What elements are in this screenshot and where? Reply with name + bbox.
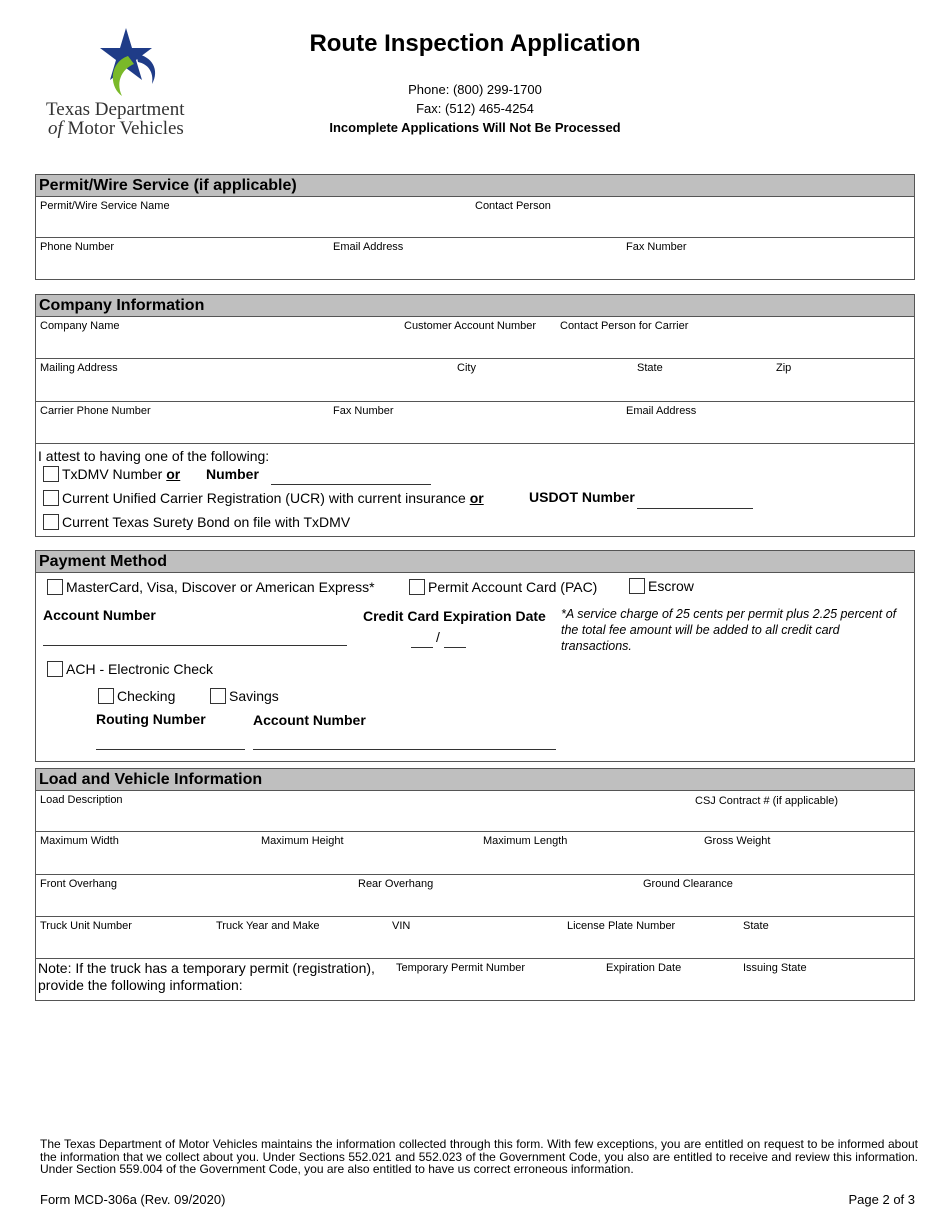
- max-height-label: Maximum Height: [261, 835, 344, 847]
- company-fax-label: Fax Number: [333, 405, 394, 417]
- card-option[interactable]: [47, 579, 375, 595]
- number-label: Number: [206, 466, 259, 482]
- load-row-1[interactable]: [36, 791, 914, 832]
- txdmv-option[interactable]: [43, 466, 180, 482]
- ach-checkbox[interactable]: [47, 661, 63, 677]
- logo-line-1: Texas Department: [46, 99, 185, 120]
- page-title: Route Inspection Application: [309, 30, 641, 57]
- escrow-checkbox[interactable]: [629, 578, 645, 594]
- gross-weight-label: Gross Weight: [704, 835, 771, 847]
- front-overhang-label: Front Overhang: [40, 878, 118, 890]
- rear-overhang-label: Rear Overhang: [358, 878, 434, 890]
- attest-label: I attest to having one of the following:: [38, 448, 270, 464]
- vin-label: VIN: [392, 920, 411, 932]
- payment-heading: Payment Method: [36, 551, 914, 573]
- txdmv-label: TxDMV Number: [62, 466, 163, 482]
- exp-year-line[interactable]: [444, 647, 466, 648]
- escrow-label: Escrow: [648, 578, 694, 594]
- company-name-label: Company Name: [40, 320, 120, 332]
- company-heading: Company Information: [36, 295, 914, 317]
- checking-checkbox[interactable]: [98, 688, 114, 704]
- txdmv-checkbox[interactable]: [43, 466, 59, 482]
- max-length-label: Maximum Length: [483, 835, 568, 847]
- escrow-option[interactable]: [629, 578, 694, 594]
- truck-unit-label: Truck Unit Number: [40, 920, 132, 932]
- ucr-checkbox[interactable]: [43, 490, 59, 506]
- permit-heading: Permit/Wire Service (if applicable): [36, 175, 914, 197]
- mailing-label: Mailing Address: [40, 362, 118, 374]
- phone-text: Phone: (800) 299-1700: [408, 82, 542, 97]
- plate-label: License Plate Number: [567, 920, 676, 932]
- account-number-line[interactable]: [43, 645, 347, 646]
- surety-label: Current Texas Surety Bond on file with TxDMV: [62, 514, 351, 530]
- ucr-label: Current Unified Carrier Registration (UCR) with current insurance: [62, 490, 466, 506]
- permit-row-2[interactable]: [36, 238, 914, 279]
- city-label: City: [457, 362, 476, 374]
- max-width-label: Maximum Width: [40, 835, 119, 847]
- txdmv-or: or: [166, 466, 181, 482]
- contact-carrier-label: Contact Person for Carrier: [560, 320, 689, 332]
- exp-slash: /: [436, 629, 440, 645]
- load-section: [35, 768, 915, 1001]
- ucr-or: or: [469, 490, 484, 506]
- card-checkbox[interactable]: [47, 579, 63, 595]
- customer-account-label: Customer Account Number: [404, 320, 537, 332]
- card-label: MasterCard, Visa, Discover or American Express*: [66, 579, 375, 595]
- zip-label: Zip: [776, 362, 792, 374]
- page-number: Page 2 of 3: [848, 1192, 915, 1207]
- permit-row-1[interactable]: [36, 197, 914, 238]
- load-row-4[interactable]: [36, 917, 914, 959]
- contact-person-label: Contact Person: [475, 200, 551, 212]
- company-row-1[interactable]: [36, 317, 914, 359]
- surety-option[interactable]: [43, 514, 350, 530]
- form-id: Form MCD-306a (Rev. 09/2020): [40, 1192, 226, 1207]
- company-row-3[interactable]: [36, 402, 914, 444]
- fax-label: Fax Number: [626, 241, 687, 253]
- service-name-label: Permit/Wire Service Name: [40, 200, 170, 212]
- temp-permit-note: Note: If the truck has a temporary permit (registration), provide the following information:: [38, 960, 375, 993]
- payment-body: [36, 573, 914, 761]
- ground-clearance-label: Ground Clearance: [643, 878, 733, 890]
- logo-line-2-italic: of: [48, 118, 63, 139]
- payment-section: [35, 550, 915, 762]
- carrier-phone-label: Carrier Phone Number: [40, 405, 151, 417]
- service-charge-note: *A service charge of 25 cents per permit plus 2.25 percent of the total fee amount will be added to all credit card transactions.: [561, 607, 897, 653]
- pac-option[interactable]: [409, 579, 597, 595]
- savings-option[interactable]: [210, 688, 279, 704]
- temp-permit-label: Temporary Permit Number: [396, 962, 525, 974]
- checking-label: Checking: [117, 688, 176, 704]
- savings-checkbox[interactable]: [210, 688, 226, 704]
- phone-label: Phone Number: [40, 241, 114, 253]
- state-label: State: [637, 362, 663, 374]
- expiration-label: Credit Card Expiration Date: [363, 608, 546, 624]
- pac-label: Permit Account Card (PAC): [428, 579, 598, 595]
- ach-account-label: Account Number: [253, 712, 366, 728]
- privacy-notice: The Texas Department of Motor Vehicles maintains the information collected through this form. With few exceptions, you are entitled on request to be informed about the information that we collect about you. Under Sections 552.021 and 552.023 of the Government Code, you also are entitled to receive and review this information. Under Section 559.004 of the Government Code, you are also entitled to have us correct erroneous information.: [40, 1137, 918, 1176]
- issuing-state-label: Issuing State: [743, 962, 807, 974]
- load-heading: Load and Vehicle Information: [36, 769, 914, 791]
- load-description-label: Load Description: [40, 794, 123, 806]
- ach-option[interactable]: [47, 661, 213, 677]
- attest-row: [36, 444, 914, 536]
- company-section: [35, 294, 915, 537]
- ach-account-line[interactable]: [253, 749, 556, 750]
- surety-checkbox[interactable]: [43, 514, 59, 530]
- usdot-number-line[interactable]: [637, 508, 753, 509]
- ucr-option[interactable]: [43, 490, 484, 506]
- email-label: Email Address: [333, 241, 404, 253]
- txdmv-number-line[interactable]: [271, 484, 431, 485]
- load-row-2[interactable]: [36, 832, 914, 875]
- vehicle-state-label: State: [743, 920, 769, 932]
- company-email-label: Email Address: [626, 405, 697, 417]
- logo-line-2-text: Motor Vehicles: [67, 118, 184, 139]
- permit-section: [35, 174, 915, 280]
- savings-label: Savings: [229, 688, 279, 704]
- load-row-5[interactable]: [36, 959, 914, 1000]
- account-number-label: Account Number: [43, 607, 156, 623]
- pac-checkbox[interactable]: [409, 579, 425, 595]
- truck-year-label: Truck Year and Make: [216, 920, 320, 932]
- exp-month-line[interactable]: [411, 647, 433, 648]
- expiration-date-label: Expiration Date: [606, 962, 682, 974]
- load-row-3[interactable]: [36, 875, 914, 917]
- warning-text: Incomplete Applications Will Not Be Processed: [329, 120, 621, 135]
- usdot-label: USDOT Number: [529, 489, 635, 505]
- fax-text: Fax: (512) 465-4254: [416, 101, 534, 116]
- routing-line[interactable]: [96, 749, 245, 750]
- routing-label: Routing Number: [96, 711, 206, 727]
- company-row-2[interactable]: [36, 359, 914, 402]
- csj-label: CSJ Contract # (if applicable): [695, 795, 839, 807]
- ach-label: ACH - Electronic Check: [66, 661, 214, 677]
- checking-option[interactable]: [98, 688, 175, 704]
